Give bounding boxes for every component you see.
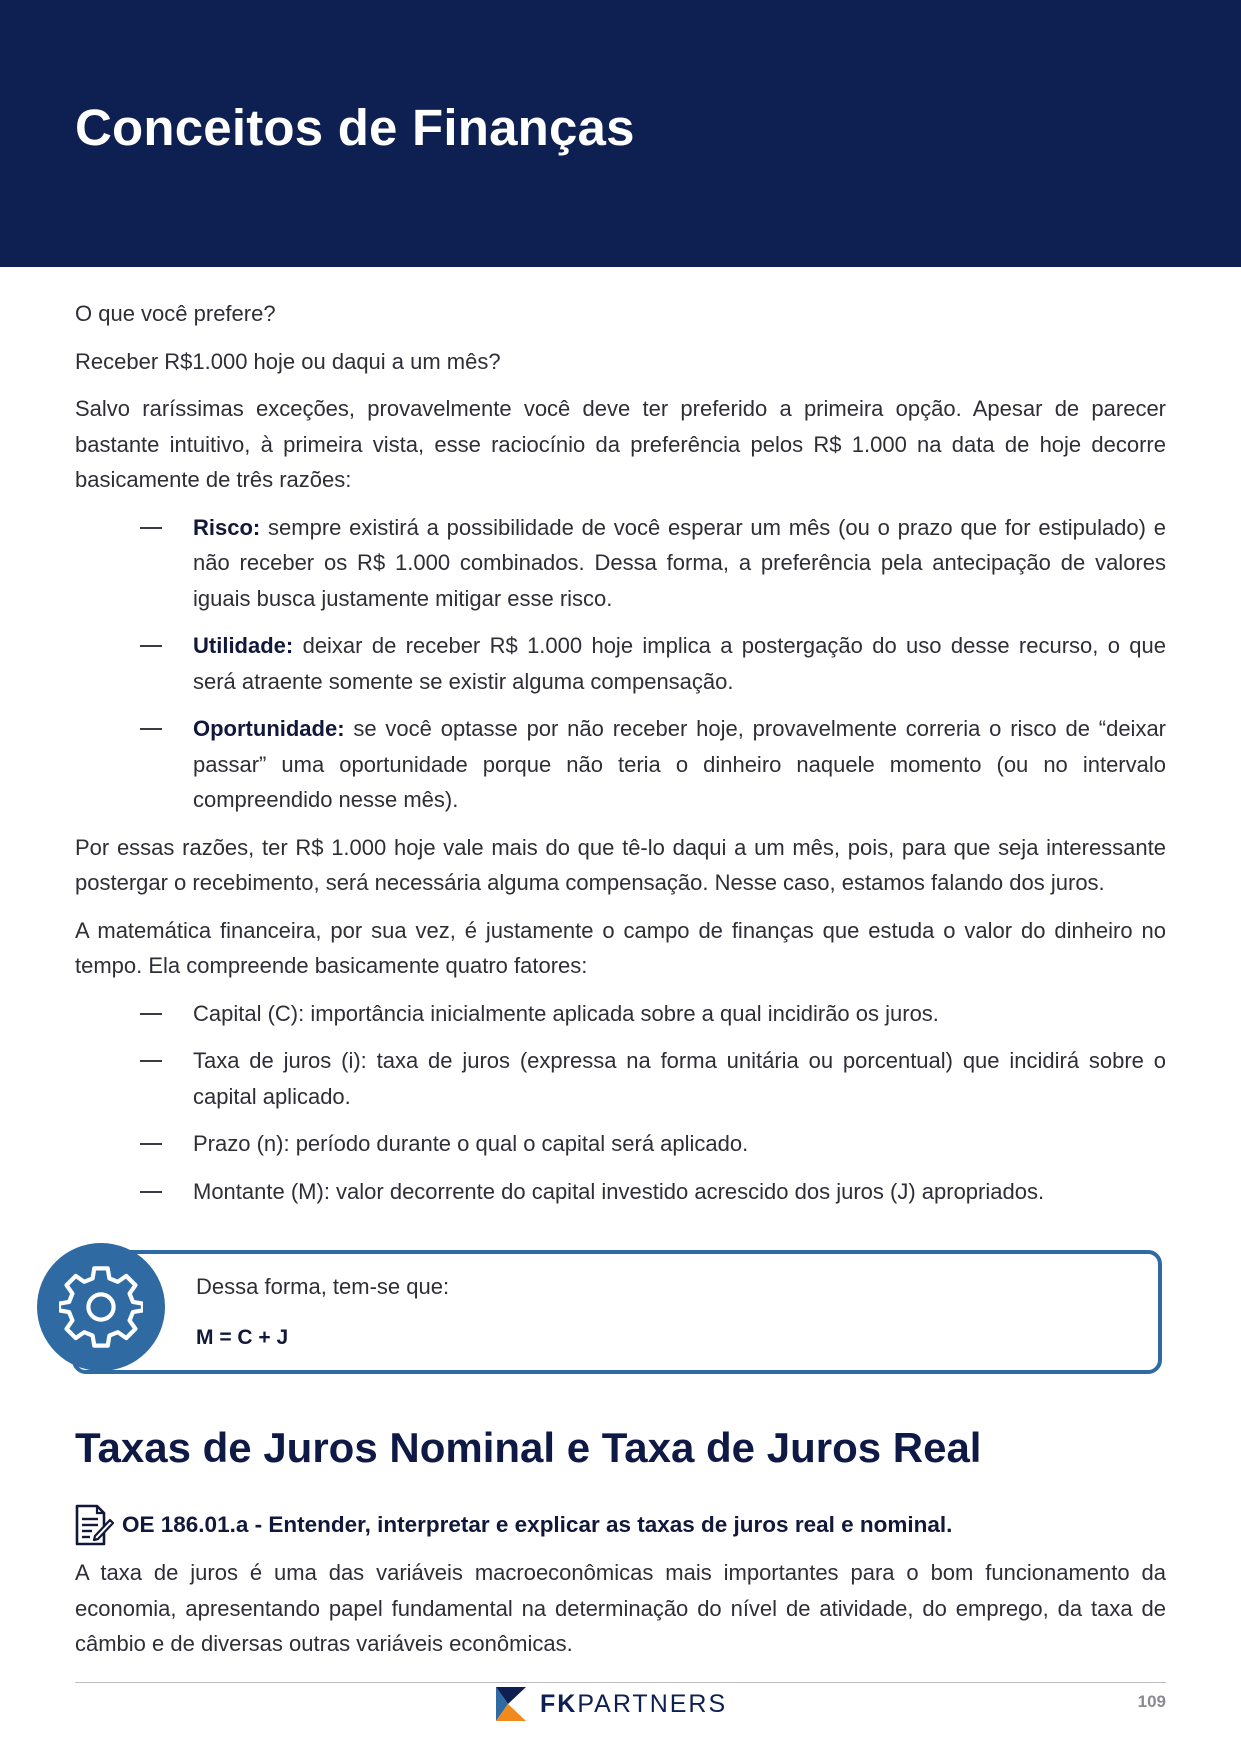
intro-question-1: O que você prefere? <box>75 301 276 326</box>
list-item <box>75 510 1166 617</box>
reasons-list <box>75 510 1166 818</box>
logo-mark-icon <box>496 1687 526 1721</box>
section-title: Taxas de Juros Nominal e Taxa de Juros Real <box>75 1424 982 1471</box>
reason-text: sempre existirá a possibilidade de você esperar um mês (ou o prazo que for estipulado) e não receber os R$ 1.000 combinados. Dessa forma, a preferência pela antecipação de valores iguais busca justamente mitigar esse risco. <box>193 514 1166 611</box>
reason-text: deixar de receber R$ 1.000 hoje implica a postergação do uso desse recurso, o que será atraente somente se existir alguma compensação. <box>193 633 1166 694</box>
dash-bullet <box>140 1013 162 1015</box>
footer-divider <box>75 1682 1166 1683</box>
dash-bullet <box>140 1191 162 1193</box>
factor-text: Taxa de juros (i): taxa de juros (expressa na forma unitária ou porcentual) que incidirá sobre o capital aplicado. <box>193 1048 1166 1109</box>
dash-bullet <box>140 1060 162 1062</box>
callout-lead: Dessa forma, tem-se que: <box>196 1274 450 1299</box>
formula-text: M = C + J <box>196 1326 289 1349</box>
financial-math-paragraph: A matemática financeira, por sua vez, é justamente o campo de finanças que estuda o valor do dinheiro no tempo. Ela compreende basicamente quatro fatores: <box>75 917 1166 978</box>
dash-bullet <box>140 645 162 647</box>
intro-paragraph: Salvo raríssimas exceções, provavelmente você deve ter preferido a primeira opção. Apesar de parecer bastante intuitivo, à primeira vista, esse raciocínio da preferência pelos R$ 1.000 na data de hoje decorre basicamente de três razões: <box>75 396 1166 492</box>
main-content <box>75 296 1166 1221</box>
page-number: 109 <box>1137 1692 1166 1711</box>
reason-text: se você optasse por não receber hoje, provavelmente correria o risco de “deixar passar” uma oportunidade porque não teria o dinheiro naquele momento (ou no intervalo compreendido nesse mês). <box>193 716 1166 812</box>
page-title: Conceitos de Finanças <box>75 99 635 156</box>
dash-bullet <box>140 728 162 730</box>
reason-term: Utilidade: <box>193 633 294 658</box>
factor-text: Capital (C): importância inicialmente aplicada sobre a qual incidirão os juros. <box>193 1000 939 1026</box>
learning-objective <box>74 1504 952 1546</box>
fk-partners-logo <box>496 1687 727 1721</box>
formula-callout <box>70 1250 1160 1376</box>
list-item <box>75 711 1166 818</box>
list-item <box>75 996 1166 1032</box>
dash-bullet <box>140 1143 162 1145</box>
brand-name: FKPARTNERS <box>540 1689 728 1718</box>
factor-text: Montante (M): valor decorrente do capital investido acrescido dos juros (J) apropriados. <box>193 1178 1045 1204</box>
interest-paragraph: Por essas razões, ter R$ 1.000 hoje vale mais do que tê-lo daqui a um mês, pois, para que seja interessante postergar o recebimento, será necessária alguma compensação. Nesse caso, estamos falando dos juros. <box>75 834 1166 895</box>
factors-list <box>75 996 1166 1210</box>
dash-bullet <box>140 527 162 529</box>
reason-term: Risco: <box>193 514 261 540</box>
list-item <box>75 1174 1166 1210</box>
callout-box <box>72 1250 1162 1374</box>
objective-text: OE 186.01.a - Entender, interpretar e explicar as taxas de juros real e nominal. <box>122 1512 953 1537</box>
intro-question-2: Receber R$1.000 hoje ou daqui a um mês? <box>75 348 501 374</box>
reason-term: Oportunidade: <box>193 716 345 741</box>
section-paragraph: A taxa de juros é uma das variáveis macroeconômicas mais importantes para o bom funcionamento da economia, apresentando papel fundamental na determinação do nível de atividade, do emprego, da taxa de câmbio e de diversas outras variáveis econômicas. <box>75 1560 1166 1656</box>
list-item <box>75 1126 1166 1162</box>
factor-text: Prazo (n): período durante o qual o capital será aplicado. <box>193 1131 749 1156</box>
list-item <box>75 628 1166 699</box>
gear-badge <box>37 1243 165 1371</box>
list-item <box>75 1043 1166 1114</box>
page-header <box>0 0 1241 267</box>
gear-icon <box>59 1265 143 1349</box>
document-edit-icon <box>74 1504 114 1546</box>
